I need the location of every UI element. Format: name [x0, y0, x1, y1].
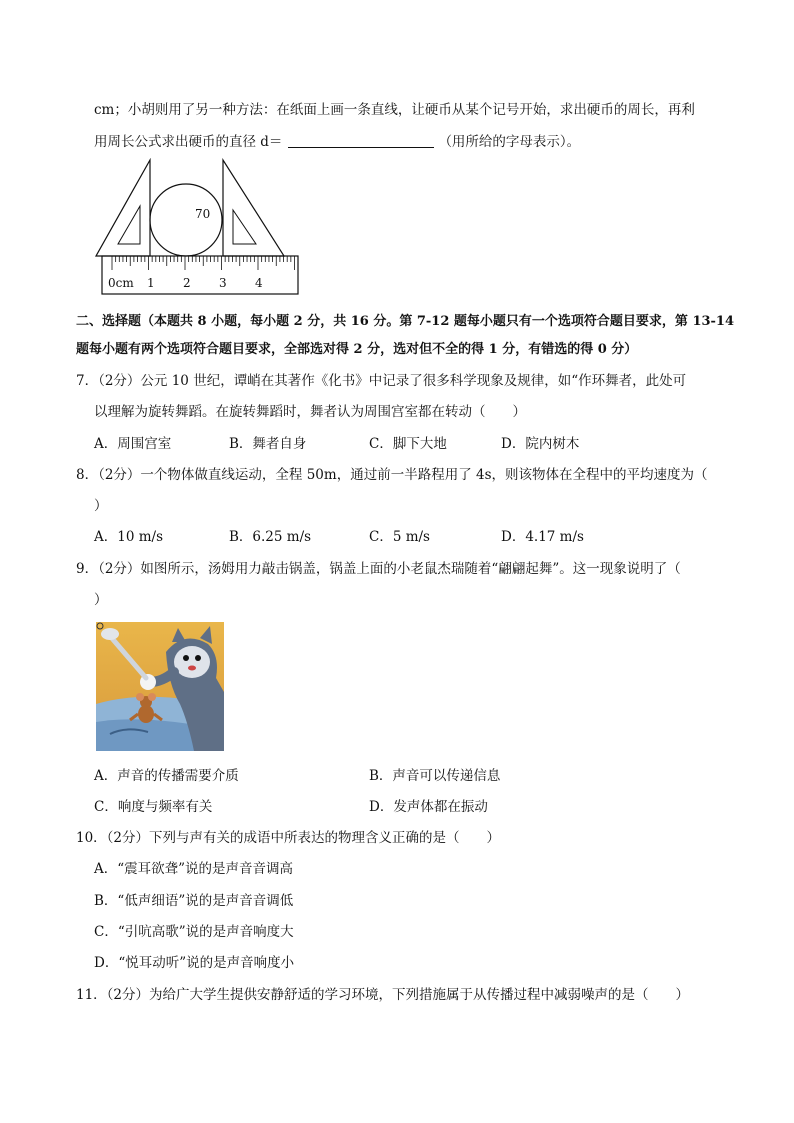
ruler-label-1: 1 [147, 276, 155, 290]
right-triangle [223, 160, 284, 256]
section2-line-1: 二、选择题（本题共 8 小题，每小题 2 分，共 16 分。第 7-12 题每小题只有一个选项符合题目要求，第 13-14 [76, 314, 735, 329]
tom-jerry-cartoon-image [96, 622, 224, 751]
right-triangle-inner [233, 210, 256, 244]
q10-option-c[interactable]: C．“引吭高歌”说的是声音响度大 [94, 924, 294, 940]
intro-line-2 [94, 132, 580, 152]
coin-label: 70 [195, 207, 211, 221]
q9-option-b[interactable]: B．声音可以传递信息 [369, 768, 501, 784]
q9-option-a[interactable]: A．声音的传播需要介质 [94, 768, 239, 784]
ruler-label-3: 3 [219, 276, 227, 290]
q7-line-2: 以理解为旋转舞蹈。在旋转舞蹈时，舞者认为周围宫室都在转动（ ） [94, 404, 526, 420]
q8-line-2: ） [94, 498, 108, 514]
intro-line-2-text: 用周长公式求出硬币的直径 d＝ [94, 134, 283, 150]
intro-line-2-suffix: （用所给的字母表示）。 [438, 134, 581, 150]
q10-option-b[interactable]: B．“低声细语”说的是声音音调低 [94, 893, 294, 909]
q10-option-a[interactable]: A．“震耳欲聋”说的是声音音调高 [94, 861, 294, 877]
q10-line-1: 10．（2分）下列与声有关的成语中所表达的物理含义正确的是（ ） [76, 830, 501, 846]
ruler-ticks [112, 256, 295, 270]
q9-option-c[interactable]: C．响度与频率有关 [94, 799, 213, 815]
ruler-label-4: 4 [255, 276, 263, 290]
q8-option-d[interactable]: D．4.17 m/s [501, 529, 584, 545]
ruler-label-0: 0cm [108, 276, 134, 290]
section2-line-2: 题每小题有两个选项符合题目要求，全部选对得 2 分，选对但不全的得 1 分，有错选的得 0 分） [76, 342, 638, 357]
q8-option-a[interactable]: A．10 m/s [94, 529, 163, 545]
q9-line-1: 9．（2分）如图所示，汤姆用力敲击锅盖，锅盖上面的小老鼠杰瑞随着“翩翩起舞”。这一现象说明了（ [76, 561, 681, 577]
q7-option-d[interactable]: D．院内树木 [501, 436, 580, 452]
q9-line-2: ） [94, 592, 108, 608]
coin-ruler-figure [92, 158, 304, 296]
coin [150, 184, 222, 256]
q7-option-b[interactable]: B．舞者自身 [229, 436, 307, 452]
q7-option-c[interactable]: C．脚下大地 [369, 436, 447, 452]
q8-line-1: 8．（2分）一个物体做直线运动，全程 50m，通过前一半路程用了 4s，则该物体在全程中的平均速度为（ [76, 467, 708, 483]
q9-option-d[interactable]: D．发声体都在振动 [369, 799, 488, 815]
q8-option-b[interactable]: B．6.25 m/s [229, 529, 312, 545]
left-triangle [96, 160, 150, 256]
answer-blank[interactable] [288, 133, 434, 148]
q8-option-c[interactable]: C．5 m/s [369, 529, 430, 545]
q7-line-1: 7．（2分）公元 10 世纪，谭峭在其著作《化书》中记录了很多科学现象及规律，如“作环舞者，此处可 [76, 373, 687, 389]
intro-line-1: cm；小胡则用了另一种方法：在纸面上画一条直线，让硬币从某个记号开始，求出硬币的周长，再利 [94, 102, 695, 118]
ruler-label-2: 2 [183, 276, 191, 290]
q7-option-a[interactable]: A．周围宫室 [94, 436, 172, 452]
ruler-labels [108, 276, 263, 290]
q11-line-1: 11．（2分）为给广大学生提供安静舒适的学习环境，下列措施属于从传播过程中减弱噪声的是（ ） [76, 987, 690, 1003]
q10-option-d[interactable]: D．“悦耳动听”说的是声音响度小 [94, 955, 295, 971]
